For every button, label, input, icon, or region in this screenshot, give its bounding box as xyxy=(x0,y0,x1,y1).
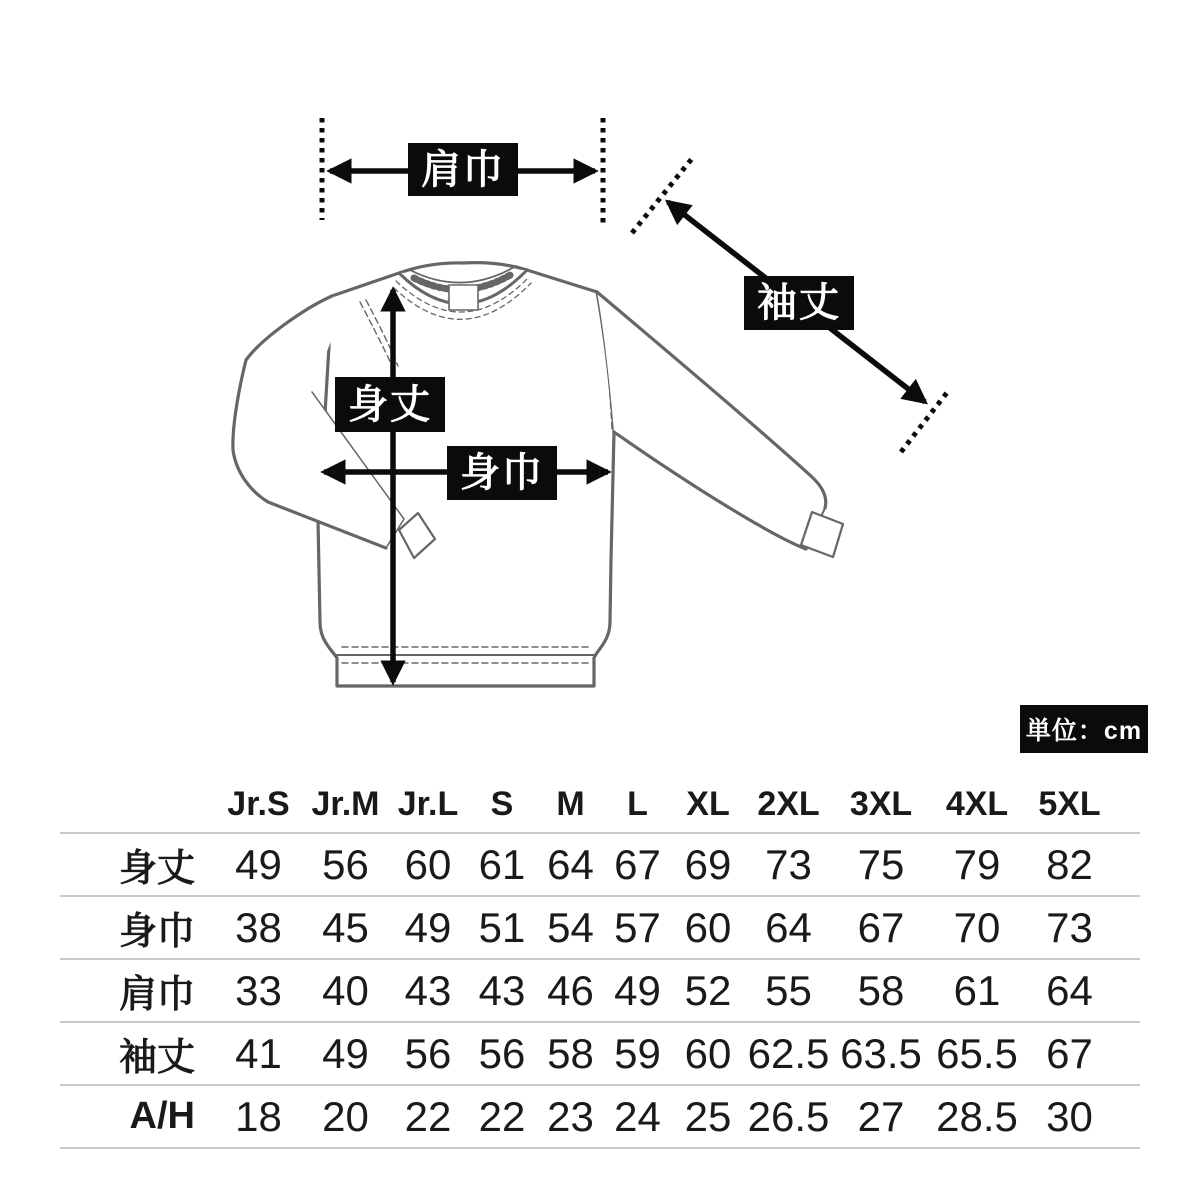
size-value-cell: 75 xyxy=(857,840,905,888)
measurement-row xyxy=(60,833,1140,896)
right-sleeve xyxy=(597,292,826,549)
size-value-cell: 49 xyxy=(614,966,661,1014)
size-value-cell: 58 xyxy=(547,1029,594,1077)
size-value-cell: 64 xyxy=(1046,966,1093,1014)
size-value-cell: 51 xyxy=(478,903,526,951)
measurement-row xyxy=(60,959,1140,1022)
size-value-cell: 67 xyxy=(614,840,661,888)
body-width-label: 身巾 xyxy=(447,446,557,500)
size-value-cell: 65.5 xyxy=(936,1029,1018,1077)
size-value-cell: 61 xyxy=(953,966,1001,1014)
size-value-cell: 67 xyxy=(857,903,905,951)
size-value-cell: 38 xyxy=(235,903,282,951)
size-value-cell: 30 xyxy=(1046,1092,1093,1140)
size-table-header xyxy=(60,770,1140,833)
measurement-row-label: 身丈 xyxy=(118,848,195,890)
measurement-row xyxy=(60,1022,1140,1085)
size-value-cell: 52 xyxy=(684,966,732,1014)
size-value-cell: 20 xyxy=(322,1092,369,1140)
size-value-cell: 57 xyxy=(614,903,661,951)
size-value-cell: 60 xyxy=(404,840,452,888)
size-value-cell: 55 xyxy=(765,966,812,1014)
sleeve-length-label: 袖丈 xyxy=(744,276,854,330)
measurement-row xyxy=(60,896,1140,959)
size-value-cell: 41 xyxy=(235,1029,282,1077)
size-table-body xyxy=(60,833,1140,1148)
size-value-cell: 40 xyxy=(322,966,369,1014)
size-value-cell: 28.5 xyxy=(936,1092,1018,1140)
size-table xyxy=(60,770,1140,1149)
size-value-cell: 64 xyxy=(765,903,812,951)
size-value-cell: 22 xyxy=(404,1092,452,1140)
shoulder-width-label: 肩巾 xyxy=(408,143,518,196)
size-column-header: M xyxy=(556,785,585,823)
size-value-cell: 64 xyxy=(547,840,594,888)
size-value-cell: 73 xyxy=(765,840,812,888)
size-value-cell: 59 xyxy=(614,1029,661,1077)
size-table-header-row xyxy=(60,770,1140,833)
size-column-header: Jr.L xyxy=(397,785,459,823)
size-value-cell: 25 xyxy=(684,1092,732,1140)
table-corner-cell xyxy=(60,770,215,833)
size-column-header: 5XL xyxy=(1038,785,1101,823)
size-value-cell: 49 xyxy=(404,903,452,951)
size-column-header: XL xyxy=(686,785,730,823)
size-value-cell: 24 xyxy=(614,1092,661,1140)
size-column-header: 2XL xyxy=(757,785,820,823)
size-value-cell: 58 xyxy=(857,966,905,1014)
size-value-cell: 45 xyxy=(322,903,369,951)
size-value-cell: 82 xyxy=(1046,840,1093,888)
size-value-cell: 43 xyxy=(478,966,526,1014)
size-value-cell: 73 xyxy=(1046,903,1093,951)
size-value-cell: 69 xyxy=(684,840,732,888)
measurement-row xyxy=(60,1085,1140,1148)
size-column-header: L xyxy=(627,785,648,823)
measurement-row-label: 肩巾 xyxy=(118,974,195,1016)
unit-badge: 単位：cm xyxy=(1020,705,1148,753)
size-value-cell: 60 xyxy=(684,903,732,951)
size-value-cell: 23 xyxy=(547,1092,594,1140)
size-value-cell: 56 xyxy=(478,1029,526,1077)
size-value-cell: 79 xyxy=(953,840,1001,888)
measurement-row-label: A/H xyxy=(129,1095,195,1137)
size-value-cell: 27 xyxy=(857,1092,905,1140)
size-column-header: 4XL xyxy=(945,785,1009,823)
size-value-cell: 33 xyxy=(235,966,282,1014)
measurement-row-label: 袖丈 xyxy=(118,1037,195,1079)
size-value-cell: 67 xyxy=(1046,1029,1093,1077)
size-value-cell: 49 xyxy=(322,1029,369,1077)
size-column-header: Jr.S xyxy=(227,785,290,823)
body-length-label: 身丈 xyxy=(335,377,445,432)
size-value-cell: 22 xyxy=(478,1092,526,1140)
size-column-header: Jr.M xyxy=(311,785,380,823)
size-value-cell: 43 xyxy=(404,966,452,1014)
size-value-cell: 56 xyxy=(404,1029,452,1077)
size-value-cell: 18 xyxy=(235,1092,282,1140)
measurement-row-label: 身巾 xyxy=(118,911,195,953)
size-value-cell: 61 xyxy=(478,840,526,888)
size-value-cell: 70 xyxy=(953,903,1001,951)
size-value-cell: 46 xyxy=(547,966,594,1014)
size-value-cell: 62.5 xyxy=(747,1029,830,1077)
size-value-cell: 56 xyxy=(322,840,369,888)
size-value-cell: 63.5 xyxy=(840,1029,922,1077)
neck-tag xyxy=(449,285,478,310)
size-value-cell: 49 xyxy=(235,840,282,888)
size-column-header: S xyxy=(490,785,514,823)
size-value-cell: 60 xyxy=(684,1029,732,1077)
size-value-cell: 54 xyxy=(547,903,594,951)
size-value-cell: 26.5 xyxy=(747,1092,830,1140)
size-column-header: 3XL xyxy=(849,785,913,823)
